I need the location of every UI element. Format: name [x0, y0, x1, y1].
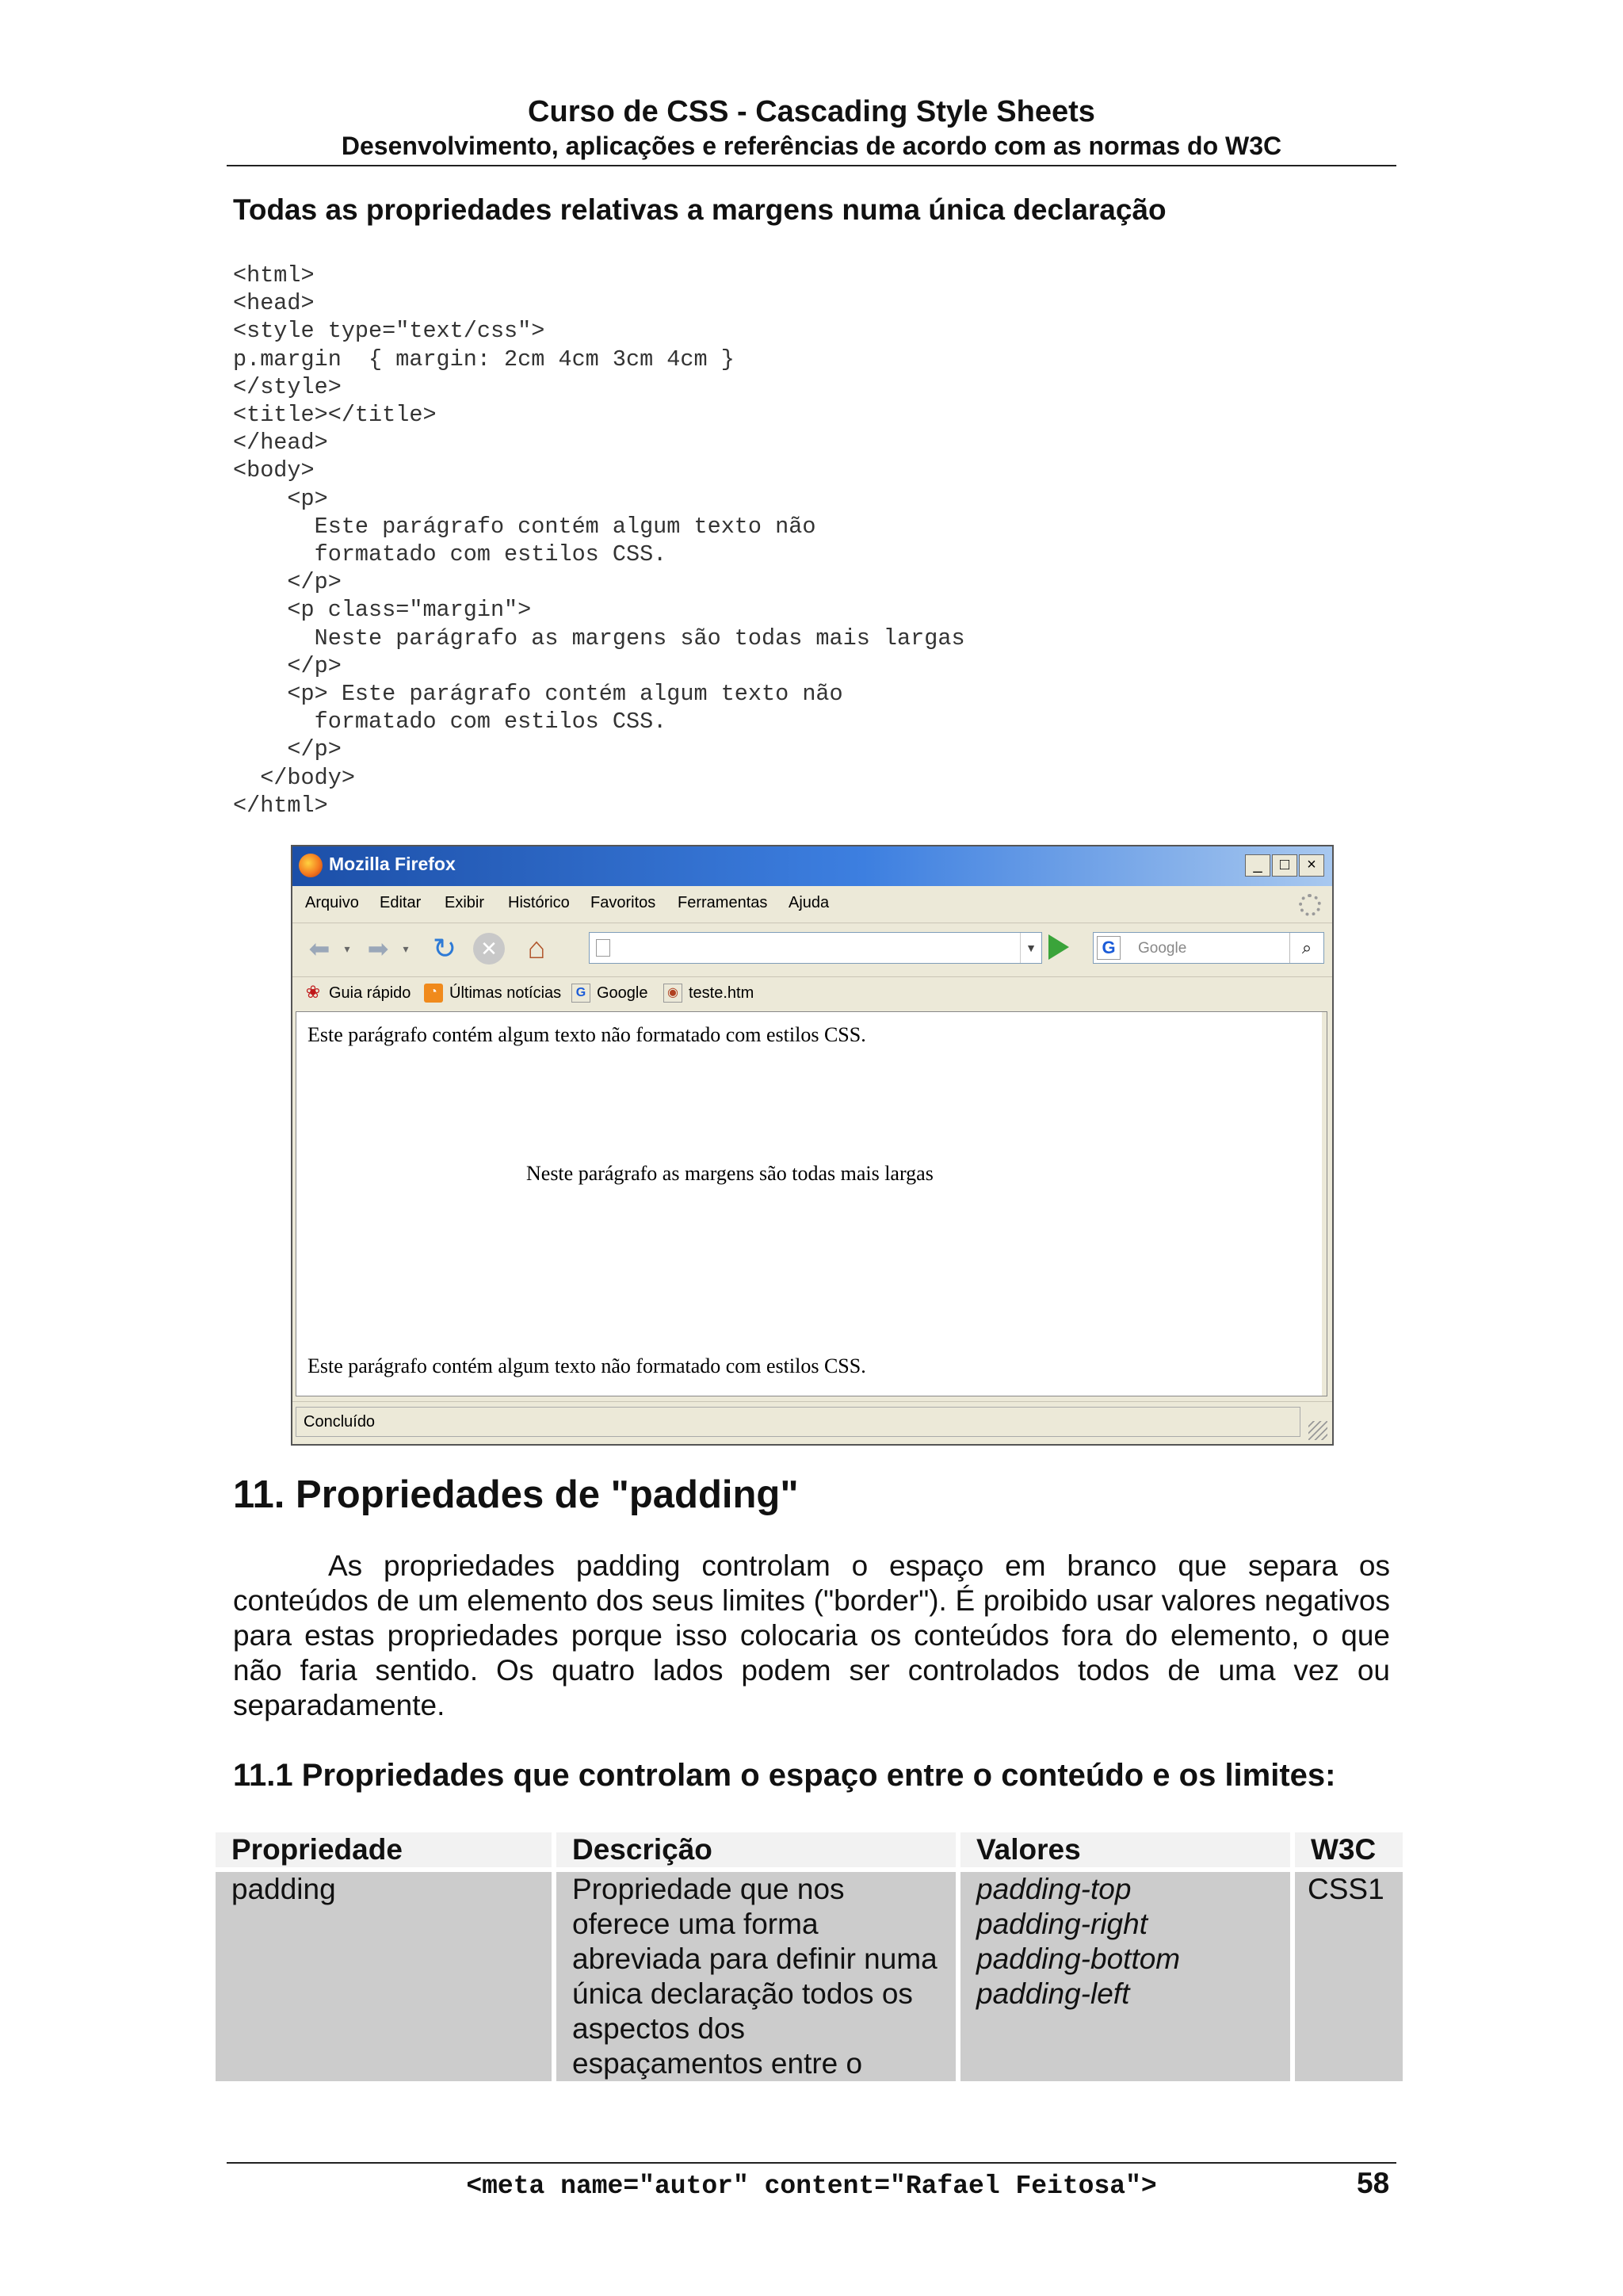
- resize-grip-icon[interactable]: [1308, 1421, 1327, 1440]
- table-header-propriedade: Propriedade: [216, 1832, 552, 1867]
- back-dropdown-icon[interactable]: ▾: [344, 942, 350, 955]
- browser-window: [291, 845, 1334, 1446]
- chapter-heading: 11. Propriedades de "padding": [233, 1473, 799, 1516]
- minimize-button[interactable]: _: [1245, 854, 1270, 877]
- body-paragraph-text: As propriedades padding controlam o espaço em branco que separa os conteúdos de um elemento dos seus limites ("border"). É proibido usar valores negativos para estas propriedades porque isso colocaria os conteúdos fora do elemento, o que não faria sentido. Os quatro lados podem ser controlados todos de uma vez ou separadamente.: [233, 1549, 1390, 1721]
- reload-icon[interactable]: ↻: [432, 932, 457, 965]
- search-box[interactable]: [1093, 932, 1324, 964]
- bookmark-teste[interactable]: [663, 984, 754, 1003]
- bookmark-label: Google: [597, 984, 648, 1002]
- google-icon: G: [571, 984, 590, 1003]
- menu-arquivo[interactable]: Arquivo: [305, 894, 359, 911]
- navigation-toolbar: [292, 923, 1332, 976]
- bookmark-label: teste.htm: [689, 984, 754, 1002]
- page-number: 58: [1357, 2167, 1390, 2199]
- body-paragraph: [233, 1549, 1390, 1723]
- page-icon: [596, 939, 610, 957]
- menu-favoritos[interactable]: Favoritos: [590, 894, 656, 911]
- rss-feed-icon: ◔: [424, 984, 443, 1003]
- menu-editar[interactable]: Editar: [380, 894, 422, 911]
- bookmark-guia-rapido[interactable]: [304, 984, 411, 1003]
- go-icon[interactable]: [1048, 934, 1069, 960]
- table-header-descricao: Descrição: [556, 1832, 956, 1867]
- table-cell-propriedade: padding: [216, 1872, 552, 2081]
- bookmark-label: Últimas notícias: [449, 984, 562, 1002]
- menu-bar: [292, 888, 1332, 921]
- bookmark-google[interactable]: [571, 984, 648, 1003]
- table-cell-valores: [960, 1872, 1290, 2081]
- menu-historico[interactable]: Histórico: [508, 894, 570, 911]
- scroll-strip: [1322, 1012, 1327, 1396]
- close-button[interactable]: ×: [1299, 854, 1324, 877]
- header-subtitle: Desenvolvimento, aplicações e referências de acordo com as normas do W3C: [341, 132, 1282, 160]
- header-title: Curso de CSS - Cascading Style Sheets: [528, 95, 1095, 128]
- value-item: padding-left: [976, 1977, 1130, 2010]
- menu-ferramentas[interactable]: Ferramentas: [678, 894, 768, 911]
- section-title: Todas as propriedades relativas a margens numa única declaração: [233, 193, 1167, 226]
- throbber-icon: [1299, 894, 1321, 916]
- content-paragraph-margin: Neste parágrafo as margens são todas mais largas: [526, 1162, 934, 1185]
- status-bar: [292, 1401, 1332, 1445]
- page-content-area: [296, 1011, 1327, 1396]
- page-header: [227, 94, 1396, 162]
- forward-dropdown-icon[interactable]: ▾: [403, 942, 409, 955]
- content-paragraph-3: Este parágrafo contém algum texto não formatado com estilos CSS.: [307, 1354, 866, 1377]
- table-header-valores: Valores: [960, 1832, 1290, 1867]
- footer-meta: <meta name="autor" content="Rafael Feitosa">: [466, 2172, 1157, 2201]
- menu-exibir[interactable]: Exibir: [445, 894, 485, 911]
- content-paragraph-1: Este parágrafo contém algum texto não formatado com estilos CSS.: [307, 1023, 866, 1046]
- table-cell-w3c: CSS1: [1295, 1872, 1403, 2081]
- address-dropdown-icon[interactable]: ▼: [1020, 933, 1041, 963]
- table-cell-descricao: Propriedade que nos oferece uma forma abreviada para definir numa única declaração todos os aspectos dos espaçamentos entre o: [556, 1872, 956, 2081]
- status-text: Concluído: [304, 1413, 376, 1431]
- browser-title: Mozilla Firefox: [329, 854, 456, 874]
- header-rule: [227, 165, 1396, 166]
- forward-arrow-icon[interactable]: ➡: [367, 934, 389, 963]
- value-item: padding-top: [976, 1873, 1132, 1905]
- subsection-heading: 11.1 Propriedades que controlam o espaço entre o conteúdo e os limites:: [233, 1758, 1336, 1793]
- search-placeholder: Google: [1138, 940, 1187, 957]
- home-icon[interactable]: ⌂: [527, 931, 546, 965]
- bookmark-ultimas-noticias[interactable]: [424, 984, 561, 1003]
- footer-rule: [227, 2162, 1396, 2164]
- search-icon[interactable]: ⌕: [1289, 933, 1323, 963]
- back-arrow-icon[interactable]: ⬅: [308, 934, 330, 963]
- code-listing: <html> <head> <style type="text/css"> p.margin { margin: 2cm 4cm 3cm 4cm } </style> <title></title> </head> <body> <p> Este parágrafo contém algum texto não formatado com estilos CSS. </p> <p class="margin"> Neste parágrafo as margens são todas mais largas </p> <p> Este parágrafo contém algum texto não formatado com estilos CSS. </p> </body> </html>: [233, 262, 965, 819]
- value-item: padding-right: [976, 1908, 1148, 1940]
- maximize-button[interactable]: □: [1272, 854, 1297, 877]
- table-header-w3c: W3C: [1295, 1832, 1403, 1867]
- bookmarks-toolbar: [292, 976, 1332, 1010]
- menu-ajuda[interactable]: Ajuda: [789, 894, 830, 911]
- bookmark-label: Guia rápido: [329, 984, 411, 1002]
- address-bar[interactable]: [589, 932, 1042, 964]
- stop-icon[interactable]: ✕: [473, 933, 505, 965]
- bookmark-star-icon: ❀: [305, 982, 321, 1002]
- value-item: padding-bottom: [976, 1943, 1181, 1975]
- firefox-logo-icon: [299, 854, 323, 877]
- browser-titlebar: [292, 846, 1332, 886]
- html-file-icon: ◉: [663, 984, 682, 1003]
- status-panel: [296, 1407, 1300, 1437]
- search-engine-icon[interactable]: G: [1097, 936, 1121, 960]
